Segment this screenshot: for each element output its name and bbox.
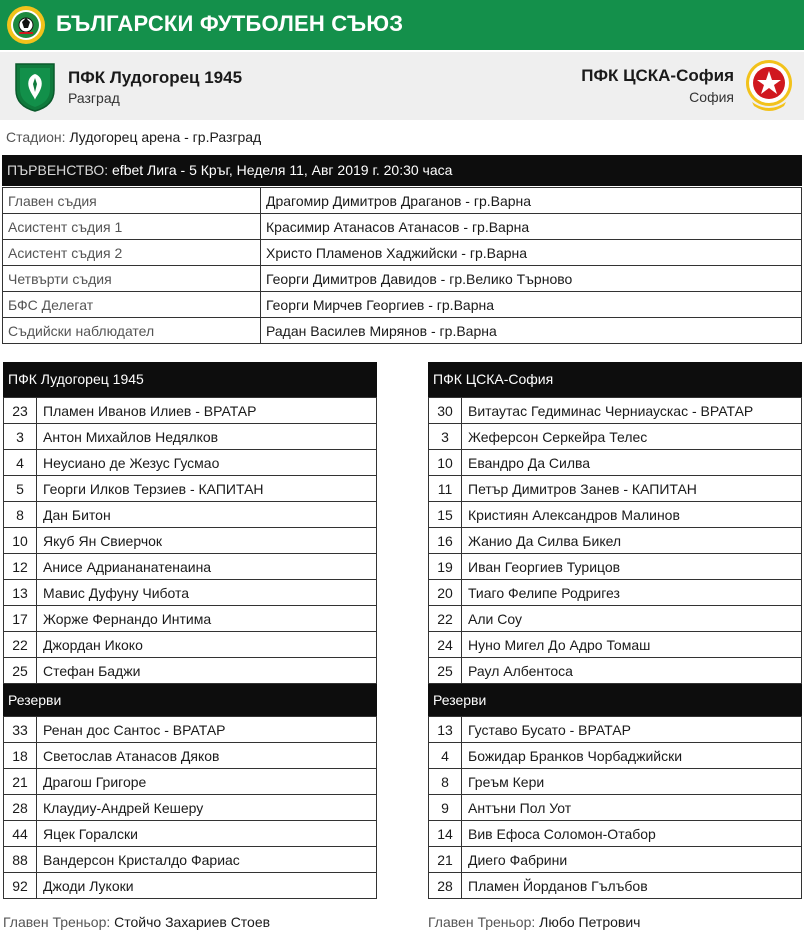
player-name: Божидар Бранков Чорбаджийски xyxy=(462,743,802,769)
home-coach-name: Стойчо Захариев Стоев xyxy=(114,914,271,930)
player-name: Георги Илков Терзиев - КАПИТАН xyxy=(37,476,377,502)
player-row xyxy=(429,717,802,743)
league-value: efbet Лига - 5 Кръг, Неделя 11, Авг 2019 г. 20:30 часа xyxy=(112,162,453,178)
home-lineup-title: ПФК Лудогорец 1945 xyxy=(3,362,377,397)
player-row xyxy=(429,528,802,554)
player-name: Джордан Икоко xyxy=(37,632,377,658)
player-name: Якуб Ян Свиерчок xyxy=(37,528,377,554)
player-name: Яцек Горалски xyxy=(37,821,377,847)
player-number: 3 xyxy=(4,424,37,450)
player-row xyxy=(4,580,377,606)
home-subs-title: Резерви xyxy=(3,684,377,716)
player-name: Жорже Фернандо Интима xyxy=(37,606,377,632)
player-number: 4 xyxy=(429,743,462,769)
player-row xyxy=(429,847,802,873)
official-row xyxy=(3,240,802,266)
player-number: 12 xyxy=(4,554,37,580)
home-starters-table xyxy=(3,397,377,684)
stadium-label: Стадион: xyxy=(6,129,66,145)
player-name: Ренан дос Сантос - ВРАТАР xyxy=(37,717,377,743)
player-number: 4 xyxy=(4,450,37,476)
match-header xyxy=(0,52,804,120)
away-coach xyxy=(428,914,640,930)
official-role: Съдийски наблюдател xyxy=(3,318,261,344)
away-team-name[interactable]: ПФК ЦСКА-София xyxy=(581,66,734,85)
site-header xyxy=(0,0,804,50)
player-name: Джоди Лукоки xyxy=(37,873,377,899)
player-row xyxy=(429,424,802,450)
official-name: Красимир Атанасов Атанасов - гр.Варна xyxy=(261,214,802,240)
player-number: 44 xyxy=(4,821,37,847)
player-number: 13 xyxy=(4,580,37,606)
player-row xyxy=(4,554,377,580)
official-role: Асистент съдия 2 xyxy=(3,240,261,266)
player-row xyxy=(4,658,377,684)
player-name: Али Соу xyxy=(462,606,802,632)
player-row xyxy=(4,528,377,554)
stadium-line xyxy=(6,129,261,145)
player-name: Стефан Баджи xyxy=(37,658,377,684)
player-name: Вандерсон Кристалдо Фариас xyxy=(37,847,377,873)
player-row xyxy=(429,606,802,632)
player-number: 92 xyxy=(4,873,37,899)
player-row xyxy=(429,821,802,847)
player-number: 19 xyxy=(429,554,462,580)
player-row xyxy=(429,450,802,476)
player-name: Драгош Григоре xyxy=(37,769,377,795)
player-row xyxy=(4,769,377,795)
player-number: 11 xyxy=(429,476,462,502)
player-name: Нуно Мигел До Адро Томаш xyxy=(462,632,802,658)
away-team-city: София xyxy=(689,89,734,105)
away-coach-label: Главен Треньор: xyxy=(428,914,536,930)
player-number: 20 xyxy=(429,580,462,606)
home-coach xyxy=(3,914,270,930)
official-row xyxy=(3,214,802,240)
player-number: 18 xyxy=(4,743,37,769)
player-row xyxy=(4,606,377,632)
player-name: Анисе Адриананатенаина xyxy=(37,554,377,580)
player-number: 10 xyxy=(429,450,462,476)
player-name: Евандро Да Силва xyxy=(462,450,802,476)
official-name: Драгомир Димитров Драганов - гр.Варна xyxy=(261,188,802,214)
player-row xyxy=(429,554,802,580)
player-number: 21 xyxy=(4,769,37,795)
player-number: 24 xyxy=(429,632,462,658)
officials-table xyxy=(2,187,802,344)
player-name: Иван Георгиев Турицов xyxy=(462,554,802,580)
player-name: Кристиян Александров Малинов xyxy=(462,502,802,528)
player-number: 8 xyxy=(4,502,37,528)
player-name: Дан Битон xyxy=(37,502,377,528)
player-number: 13 xyxy=(429,717,462,743)
away-lineup-title: ПФК ЦСКА-София xyxy=(428,362,802,397)
player-row xyxy=(429,743,802,769)
away-coach-name: Любо Петрович xyxy=(539,914,641,930)
player-name: Антъни Пол Уот xyxy=(462,795,802,821)
player-name: Клаудиу-Андрей Кешеру xyxy=(37,795,377,821)
player-row xyxy=(429,658,802,684)
cska-crest-icon[interactable] xyxy=(744,58,794,114)
player-row xyxy=(4,795,377,821)
player-row xyxy=(4,476,377,502)
home-team-name[interactable]: ПФК Лудогорец 1945 xyxy=(68,68,243,87)
bfs-logo-icon[interactable] xyxy=(6,5,46,45)
player-name: Антон Михайлов Недялков xyxy=(37,424,377,450)
player-number: 33 xyxy=(4,717,37,743)
player-name: Жанио Да Силва Бикел xyxy=(462,528,802,554)
away-subs-table xyxy=(428,716,802,899)
away-lineup xyxy=(428,362,802,899)
federation-title: БЪЛГАРСКИ ФУТБОЛЕН СЪЮЗ xyxy=(56,11,404,36)
player-row xyxy=(4,743,377,769)
player-number: 22 xyxy=(429,606,462,632)
player-row xyxy=(4,398,377,424)
player-row xyxy=(429,502,802,528)
player-row xyxy=(429,873,802,899)
player-row xyxy=(429,476,802,502)
player-row xyxy=(4,424,377,450)
player-number: 9 xyxy=(429,795,462,821)
player-name: Греъм Кери xyxy=(462,769,802,795)
player-number: 28 xyxy=(429,873,462,899)
player-row xyxy=(429,580,802,606)
player-row xyxy=(4,821,377,847)
official-role: Главен съдия xyxy=(3,188,261,214)
player-number: 22 xyxy=(4,632,37,658)
official-name: Радан Василев Мирянов - гр.Варна xyxy=(261,318,802,344)
player-number: 30 xyxy=(429,398,462,424)
player-row xyxy=(4,873,377,899)
player-name: Вив Ефоса Соломон-Отабор xyxy=(462,821,802,847)
home-subs-table xyxy=(3,716,377,899)
player-number: 88 xyxy=(4,847,37,873)
player-number: 14 xyxy=(429,821,462,847)
player-number: 16 xyxy=(429,528,462,554)
player-row xyxy=(429,795,802,821)
player-number: 10 xyxy=(4,528,37,554)
player-number: 23 xyxy=(4,398,37,424)
stadium-value: Лудогорец арена - гр.Разград xyxy=(69,129,262,145)
player-number: 17 xyxy=(4,606,37,632)
player-number: 28 xyxy=(4,795,37,821)
official-role: Четвърти съдия xyxy=(3,266,261,292)
player-number: 5 xyxy=(4,476,37,502)
league-bar xyxy=(2,155,802,186)
player-name: Пламен Иванов Илиев - ВРАТАР xyxy=(37,398,377,424)
player-number: 25 xyxy=(429,658,462,684)
player-name: Раул Албентоса xyxy=(462,658,802,684)
player-number: 21 xyxy=(429,847,462,873)
player-name: Диего Фабрини xyxy=(462,847,802,873)
away-subs-title: Резерви xyxy=(428,684,802,716)
player-row xyxy=(429,632,802,658)
player-row xyxy=(429,398,802,424)
official-row xyxy=(3,188,802,214)
official-row xyxy=(3,292,802,318)
player-name: Светослав Атанасов Дяков xyxy=(37,743,377,769)
player-name: Жеферсон Серкейра Телес xyxy=(462,424,802,450)
official-row xyxy=(3,318,802,344)
official-name: Христо Пламенов Хаджийски - гр.Варна xyxy=(261,240,802,266)
player-row xyxy=(4,450,377,476)
player-name: Петър Димитров Занев - КАПИТАН xyxy=(462,476,802,502)
official-name: Георги Мирчев Георгиев - гр.Варна xyxy=(261,292,802,318)
player-row xyxy=(429,769,802,795)
player-name: Мавис Дуфуну Чибота xyxy=(37,580,377,606)
player-row xyxy=(4,632,377,658)
away-starters-table xyxy=(428,397,802,684)
official-name: Георги Димитров Давидов - гр.Велико Търново xyxy=(261,266,802,292)
player-row xyxy=(4,717,377,743)
player-name: Неусиано де Жезус Гусмао xyxy=(37,450,377,476)
league-label: ПЪРВЕНСТВО: xyxy=(7,162,109,178)
home-lineup xyxy=(3,362,377,899)
home-coach-label: Главен Треньор: xyxy=(3,914,111,930)
player-name: Пламен Йорданов Гълъбов xyxy=(462,873,802,899)
player-number: 8 xyxy=(429,769,462,795)
ludogorets-crest-icon[interactable] xyxy=(14,60,56,112)
player-number: 3 xyxy=(429,424,462,450)
official-role: БФС Делегат xyxy=(3,292,261,318)
player-number: 15 xyxy=(429,502,462,528)
player-name: Густаво Бусато - ВРАТАР xyxy=(462,717,802,743)
player-row xyxy=(4,847,377,873)
official-role: Асистент съдия 1 xyxy=(3,214,261,240)
player-name: Тиаго Фелипе Родригез xyxy=(462,580,802,606)
official-row xyxy=(3,266,802,292)
player-number: 25 xyxy=(4,658,37,684)
home-team-city: Разград xyxy=(68,90,120,106)
player-name: Витаутас Гедиминас Черниаускас - ВРАТАР xyxy=(462,398,802,424)
player-row xyxy=(4,502,377,528)
